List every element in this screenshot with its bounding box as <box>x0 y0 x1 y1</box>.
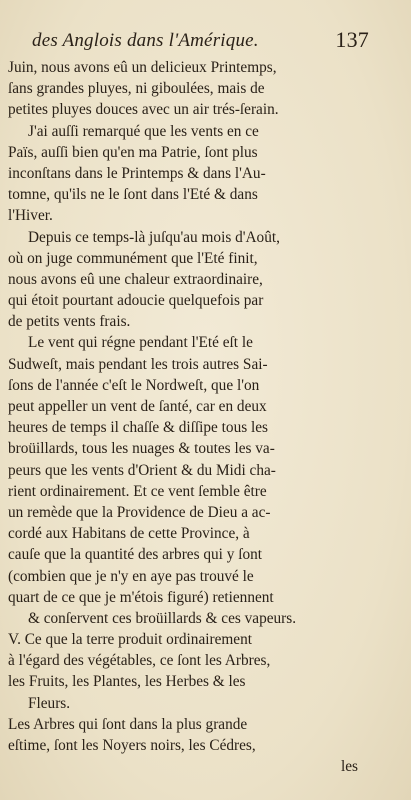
text-line: V. Ce que la terre produit ordinairement <box>8 631 252 649</box>
text-line: petites pluyes douces avec un air trés-ſerain. <box>8 101 279 119</box>
text-line: les Fruits, les Plantes, les Herbes & les <box>8 673 246 691</box>
text-line: tomne, qu'ils ne le ſont dans l'Eté & dans <box>8 186 258 204</box>
text-line: heures de temps il chaſſe & diſſipe tous les <box>8 419 268 437</box>
text-line: & conſervent ces broüillards & ces vapeurs. <box>28 609 297 627</box>
running-title: des Anglois dans l'Amérique. <box>32 30 259 51</box>
text-line: Sudweſt, mais pendant les trois autres Sai- <box>8 355 268 373</box>
text-line: à l'égard des végétables, ce ſont les Arbres, <box>8 652 271 670</box>
text-line: (combien que je n'y en aye pas trouvé le <box>8 567 254 585</box>
text-line: ſons de l'année c'eſt le Nordweſt, que l'on <box>8 376 260 394</box>
text-line: rient ordinairement. Et ce vent ſemble être <box>8 482 267 500</box>
text-line: Le vent qui régne pendant l'Eté eſt le <box>28 334 253 352</box>
text-line: de petits vents frais. <box>8 313 131 331</box>
text-line: Les Arbres qui ſont dans la plus grande <box>8 715 248 733</box>
text-line: nous avons eû une chaleur extraordinaire, <box>8 270 263 288</box>
running-header <box>32 27 369 52</box>
text-line: cordé aux Habitans de cette Province, à <box>8 525 250 543</box>
text-line: peurs que les vents d'Orient & du Midi cha- <box>8 461 276 479</box>
body-text <box>8 57 360 777</box>
text-line: eſtime, ſont les Noyers noirs, les Cédres, <box>8 737 256 754</box>
text-line: quart de ce que je m'étois figuré) retiennent <box>8 588 274 606</box>
catchword: les <box>341 758 358 776</box>
text-line: J'ai auſſi remarqué que les vents en ce <box>28 122 259 140</box>
text-line: qui étoit pourtant adoucie quelquefois par <box>8 292 264 310</box>
text-line: peut appeller un vent de ſanté, car en deux <box>8 398 267 415</box>
page-number: 137 <box>335 27 369 52</box>
text-line: cauſe que la quantité des arbres qui y ſont <box>8 546 263 564</box>
text-line: un remède que la Providence de Dieu a ac- <box>8 503 271 521</box>
text-line: inconſtans dans le Printemps & dans l'Au- <box>8 164 266 182</box>
text-line: Païs, auſſi bien qu'en ma Patrie, ſont plus <box>8 143 258 161</box>
text-line: broüillards, tous les nuages & toutes les va- <box>8 440 275 458</box>
text-line: Fleurs. <box>28 694 71 712</box>
text-line: Depuis ce temps-là juſqu'au mois d'Août, <box>28 228 280 246</box>
text-line: ſans grandes pluyes, ni giboulées, mais de <box>8 80 265 98</box>
text-line: l'Hiver. <box>8 207 53 225</box>
text-line: où on juge communément que l'Eté finit, <box>8 249 258 267</box>
text-line: Juin, nous avons eû un delicieux Printemps, <box>8 59 277 76</box>
